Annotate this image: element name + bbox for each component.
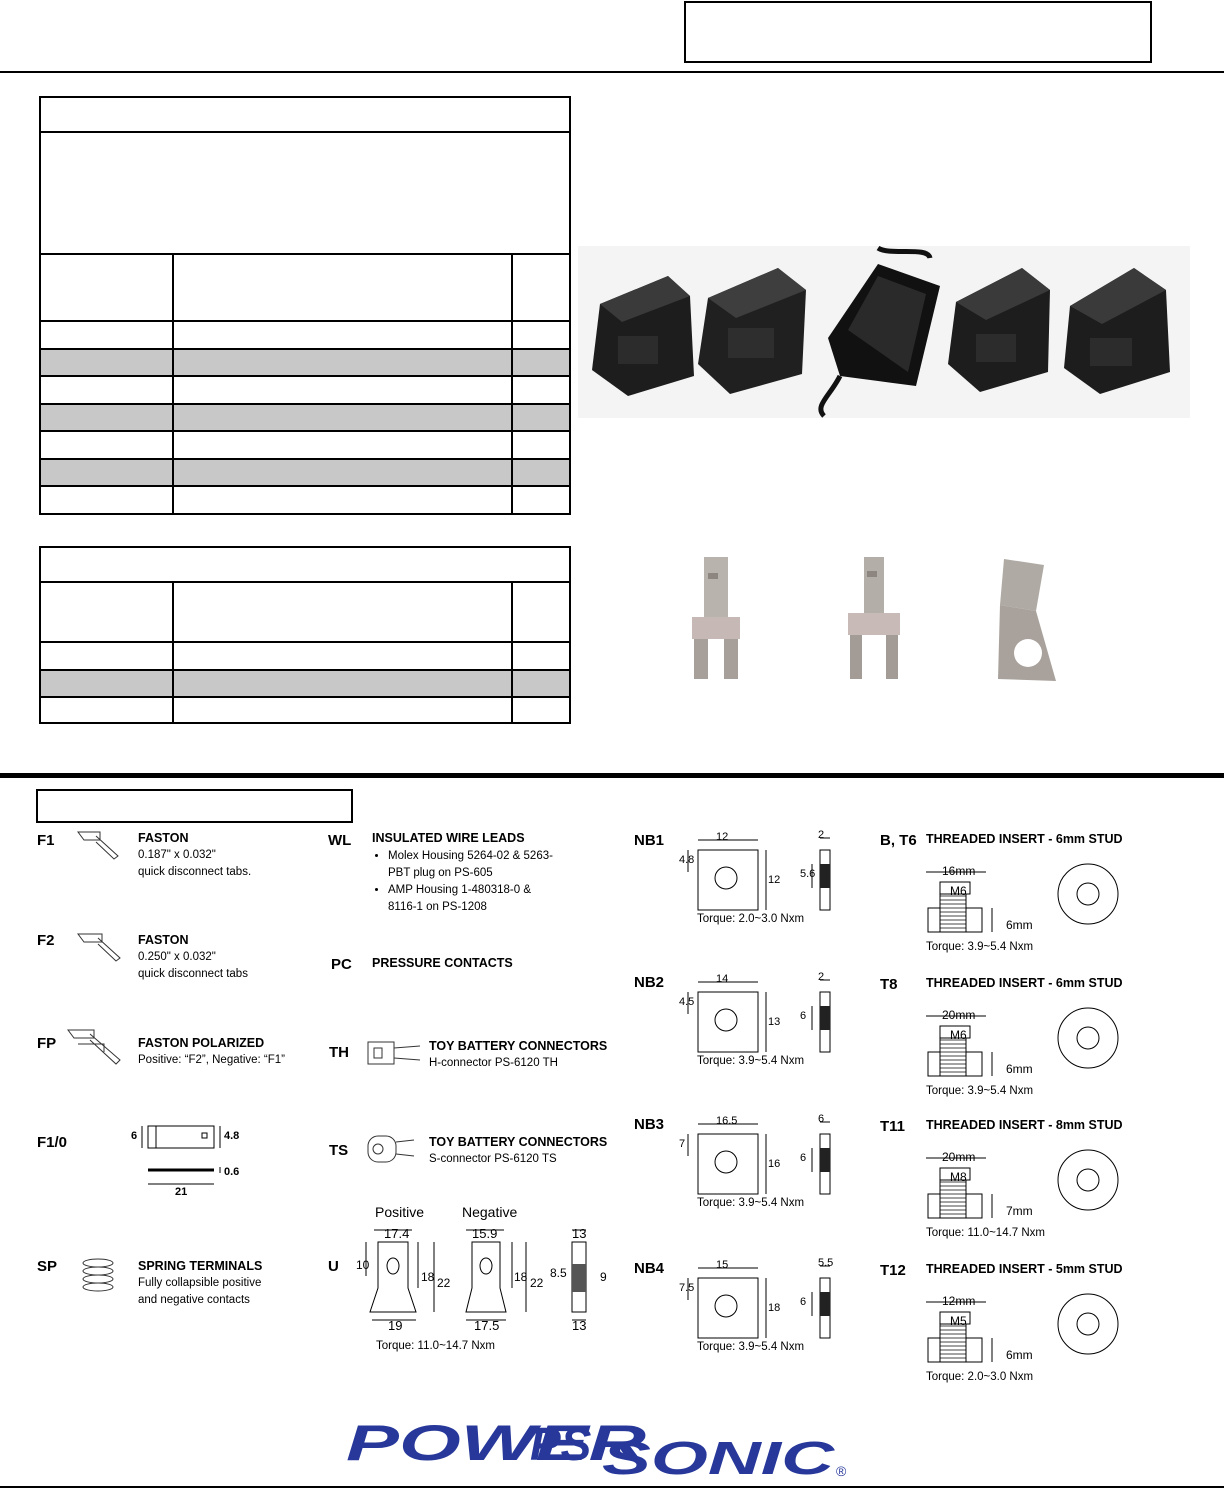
- terminal-code: NB2: [634, 974, 665, 991]
- spring-icon: [78, 1256, 118, 1296]
- terminal-code: B, T6: [880, 832, 917, 849]
- dimension-label: 7: [679, 1138, 686, 1150]
- terminal-title: SPRING TERMINALS: [138, 1259, 263, 1273]
- dimension-label: 15.9: [472, 1226, 498, 1241]
- terminal-title: INSULATED WIRE LEADS: [372, 831, 525, 845]
- table-row: [41, 403, 569, 431]
- dimension-label: 18: [768, 1302, 781, 1314]
- dimension-label: 6: [131, 1130, 138, 1142]
- dimension-label: 6: [800, 1152, 807, 1164]
- terminal-code: F1/0: [37, 1134, 68, 1151]
- dimension-label: 4.8: [224, 1130, 240, 1142]
- dimension-label: 17.4: [384, 1226, 410, 1241]
- registered-mark: ®: [836, 1463, 847, 1479]
- torque-label: Torque: 3.9~5.4 Nxm: [697, 1055, 805, 1067]
- terminal-title: FASTON: [138, 831, 189, 845]
- accessories-table: [39, 546, 571, 724]
- terminal-code: T11: [880, 1118, 906, 1135]
- dimension-label: 2: [818, 829, 825, 841]
- footer-rule: [0, 1486, 1224, 1488]
- torque-label: Torque: 2.0~3.0 Nxm: [926, 1371, 1034, 1383]
- dimension-label: 13: [768, 1016, 781, 1028]
- torque-label: Torque: 3.9~5.4 Nxm: [926, 1085, 1034, 1097]
- logo-word: SONIC: [602, 1432, 836, 1482]
- terminal-title: PRESSURE CONTACTS: [372, 956, 513, 970]
- nut-bolt-drawing: [678, 970, 848, 1066]
- table-row: [41, 430, 569, 458]
- terminal-desc: Fully collapsible positive and negative contacts: [138, 1277, 262, 1306]
- torque-label: Torque: 11.0~14.7 Nxm: [926, 1227, 1046, 1239]
- dimension-label: 16: [768, 1158, 781, 1170]
- dimension-label: 4.5: [679, 996, 695, 1008]
- dimension-label: 17.5: [474, 1318, 500, 1333]
- faston-polarized-icon: [64, 1024, 128, 1070]
- faston-tab: [848, 557, 900, 679]
- terminal-code: NB1: [634, 832, 665, 849]
- torque-label: Torque: 3.9~5.4 Nxm: [697, 1197, 805, 1209]
- terminal-title: FASTON POLARIZED: [138, 1036, 265, 1050]
- positive-label: Positive: [375, 1204, 425, 1220]
- dimension-label: 12: [768, 874, 781, 886]
- terminal-code: WL: [328, 832, 352, 849]
- dimension-label: 16.5: [716, 1115, 738, 1127]
- dimension-label: 15: [716, 1259, 729, 1271]
- dimension-label: 4.8: [679, 854, 695, 866]
- terminal-title: THREADED INSERT - 5mm STUD: [926, 1262, 1123, 1276]
- dimension-label: 2: [818, 971, 825, 983]
- table-row: [41, 485, 569, 513]
- dimension-label: 12: [716, 831, 729, 843]
- column-divider: [511, 581, 513, 724]
- terminal-code: SP: [37, 1258, 58, 1275]
- dimension-label: 9: [600, 1270, 607, 1284]
- terminal-title: TOY BATTERY CONNECTORS: [429, 1039, 608, 1053]
- terminal-code: TH: [329, 1044, 349, 1061]
- terminal-code: F2: [37, 932, 55, 949]
- faston-icon: [74, 826, 124, 860]
- dimension-label: M6: [950, 884, 967, 898]
- dimension-label: 14: [716, 973, 729, 985]
- table-row: [41, 669, 569, 697]
- dimension-label: 6: [818, 1113, 825, 1125]
- dimension-label: 6mm: [1006, 1062, 1033, 1076]
- terminal-desc: 0.187" x 0.032" quick disconnect tabs.: [138, 849, 252, 878]
- terminal-code: PC: [331, 956, 352, 973]
- dimension-label: 21: [175, 1186, 188, 1198]
- terminal-code: FP: [37, 1035, 57, 1052]
- table-row: [41, 320, 569, 348]
- dimension-label: 10: [356, 1258, 370, 1272]
- terminal-code: U: [328, 1258, 339, 1275]
- dimension-label: 7mm: [1006, 1204, 1033, 1218]
- terminal-code: TS: [329, 1142, 349, 1159]
- header-title-box: [684, 1, 1152, 63]
- dimension-label: M8: [950, 1170, 967, 1184]
- dimension-label: 12mm: [942, 1294, 976, 1308]
- table-row: [41, 641, 569, 670]
- terminal-code: NB4: [634, 1260, 665, 1277]
- dimension-label: 6mm: [1006, 1348, 1033, 1362]
- power-sonic-logo: [340, 1412, 860, 1482]
- dimension-label: 5.6: [800, 868, 816, 880]
- table-row: [41, 458, 569, 486]
- dimension-label: 13: [572, 1226, 587, 1241]
- terminal-title: THREADED INSERT - 6mm STUD: [926, 976, 1123, 990]
- terminal-code: F1: [37, 832, 55, 849]
- header-rule: [0, 71, 1224, 73]
- dimension-label: 18: [514, 1270, 528, 1284]
- dimension-label: 7.5: [679, 1282, 695, 1294]
- terminal-title: THREADED INSERT - 6mm STUD: [926, 832, 1123, 846]
- dimension-label: 20mm: [942, 1150, 976, 1164]
- dimension-label: 6: [800, 1296, 807, 1308]
- dimension-label: 22: [530, 1276, 544, 1290]
- dimension-label: 19: [388, 1318, 403, 1333]
- dimension-label: 8.5: [550, 1266, 567, 1280]
- logo-mark: PS: [530, 1418, 592, 1470]
- table-row: [41, 348, 569, 376]
- dimension-label: 18: [421, 1270, 435, 1284]
- torque-label: Torque: 2.0~3.0 Nxm: [697, 913, 805, 925]
- dimension-label: 6: [800, 1010, 807, 1022]
- angle-tab: [998, 559, 1056, 681]
- column-divider: [172, 581, 174, 724]
- nut-bolt-drawing: [678, 828, 848, 924]
- dimension-label: M5: [950, 1314, 967, 1328]
- terminal-desc: S-connector PS-6120 TS: [429, 1153, 557, 1165]
- terminals-heading-box: [36, 789, 353, 823]
- dimension-label: 22: [437, 1276, 451, 1290]
- dimension-label: 20mm: [942, 1008, 976, 1022]
- torque-label: Torque: 3.9~5.4 Nxm: [697, 1341, 805, 1353]
- section-rule: [0, 773, 1224, 778]
- terminal-tabs-photo: [664, 553, 1084, 683]
- table-row: [41, 696, 569, 724]
- logo-word: POWER: [346, 1415, 646, 1471]
- chargers-table-header: [41, 253, 569, 321]
- dimension-label: M6: [950, 1028, 967, 1042]
- chargers-table: [39, 96, 571, 515]
- torque-label: Torque: 3.9~5.4 Nxm: [926, 941, 1034, 953]
- terminal-title: FASTON: [138, 933, 189, 947]
- terminal-desc: H-connector PS-6120 TH: [429, 1057, 558, 1069]
- terminal-title: TOY BATTERY CONNECTORS: [429, 1135, 608, 1149]
- chargers-photo: [578, 246, 1190, 418]
- dimension-label: 0.6: [224, 1166, 240, 1178]
- s-connector-icon: [362, 1130, 418, 1170]
- terminal-code: T8: [880, 976, 898, 993]
- dimension-label: 13: [572, 1318, 587, 1333]
- terminal-desc: 0.250" x 0.032" quick disconnect tabs: [138, 951, 248, 980]
- dimension-label: 16mm: [942, 864, 976, 878]
- column-divider: [172, 253, 174, 515]
- chargers-table-description: [41, 131, 569, 255]
- terminal-code: NB3: [634, 1116, 665, 1133]
- accessories-table-header: [41, 581, 569, 643]
- negative-label: Negative: [462, 1204, 518, 1220]
- torque-label: Torque: 11.0~14.7 Nxm: [376, 1340, 496, 1352]
- h-connector-icon: [366, 1036, 422, 1070]
- column-divider: [511, 253, 513, 515]
- terminal-desc: Positive: “F2”, Negative: “F1”: [138, 1054, 285, 1066]
- dimension-label: 6mm: [1006, 918, 1033, 932]
- terminal-desc: • Molex Housing 5264-02 & 5263-PBT plug on PS-605 • AMP Housing 1-480318-0 & 8116-1 on PS-1208: [374, 848, 554, 916]
- nut-bolt-drawing: [678, 1256, 848, 1352]
- dimension-label: 5.5: [818, 1257, 834, 1269]
- nut-bolt-drawing: [678, 1112, 848, 1208]
- table-row: [41, 375, 569, 403]
- faston-icon: [74, 928, 124, 962]
- terminal-code: T12: [880, 1262, 906, 1279]
- faston-tab: [692, 557, 740, 679]
- terminal-title: THREADED INSERT - 8mm STUD: [926, 1118, 1123, 1132]
